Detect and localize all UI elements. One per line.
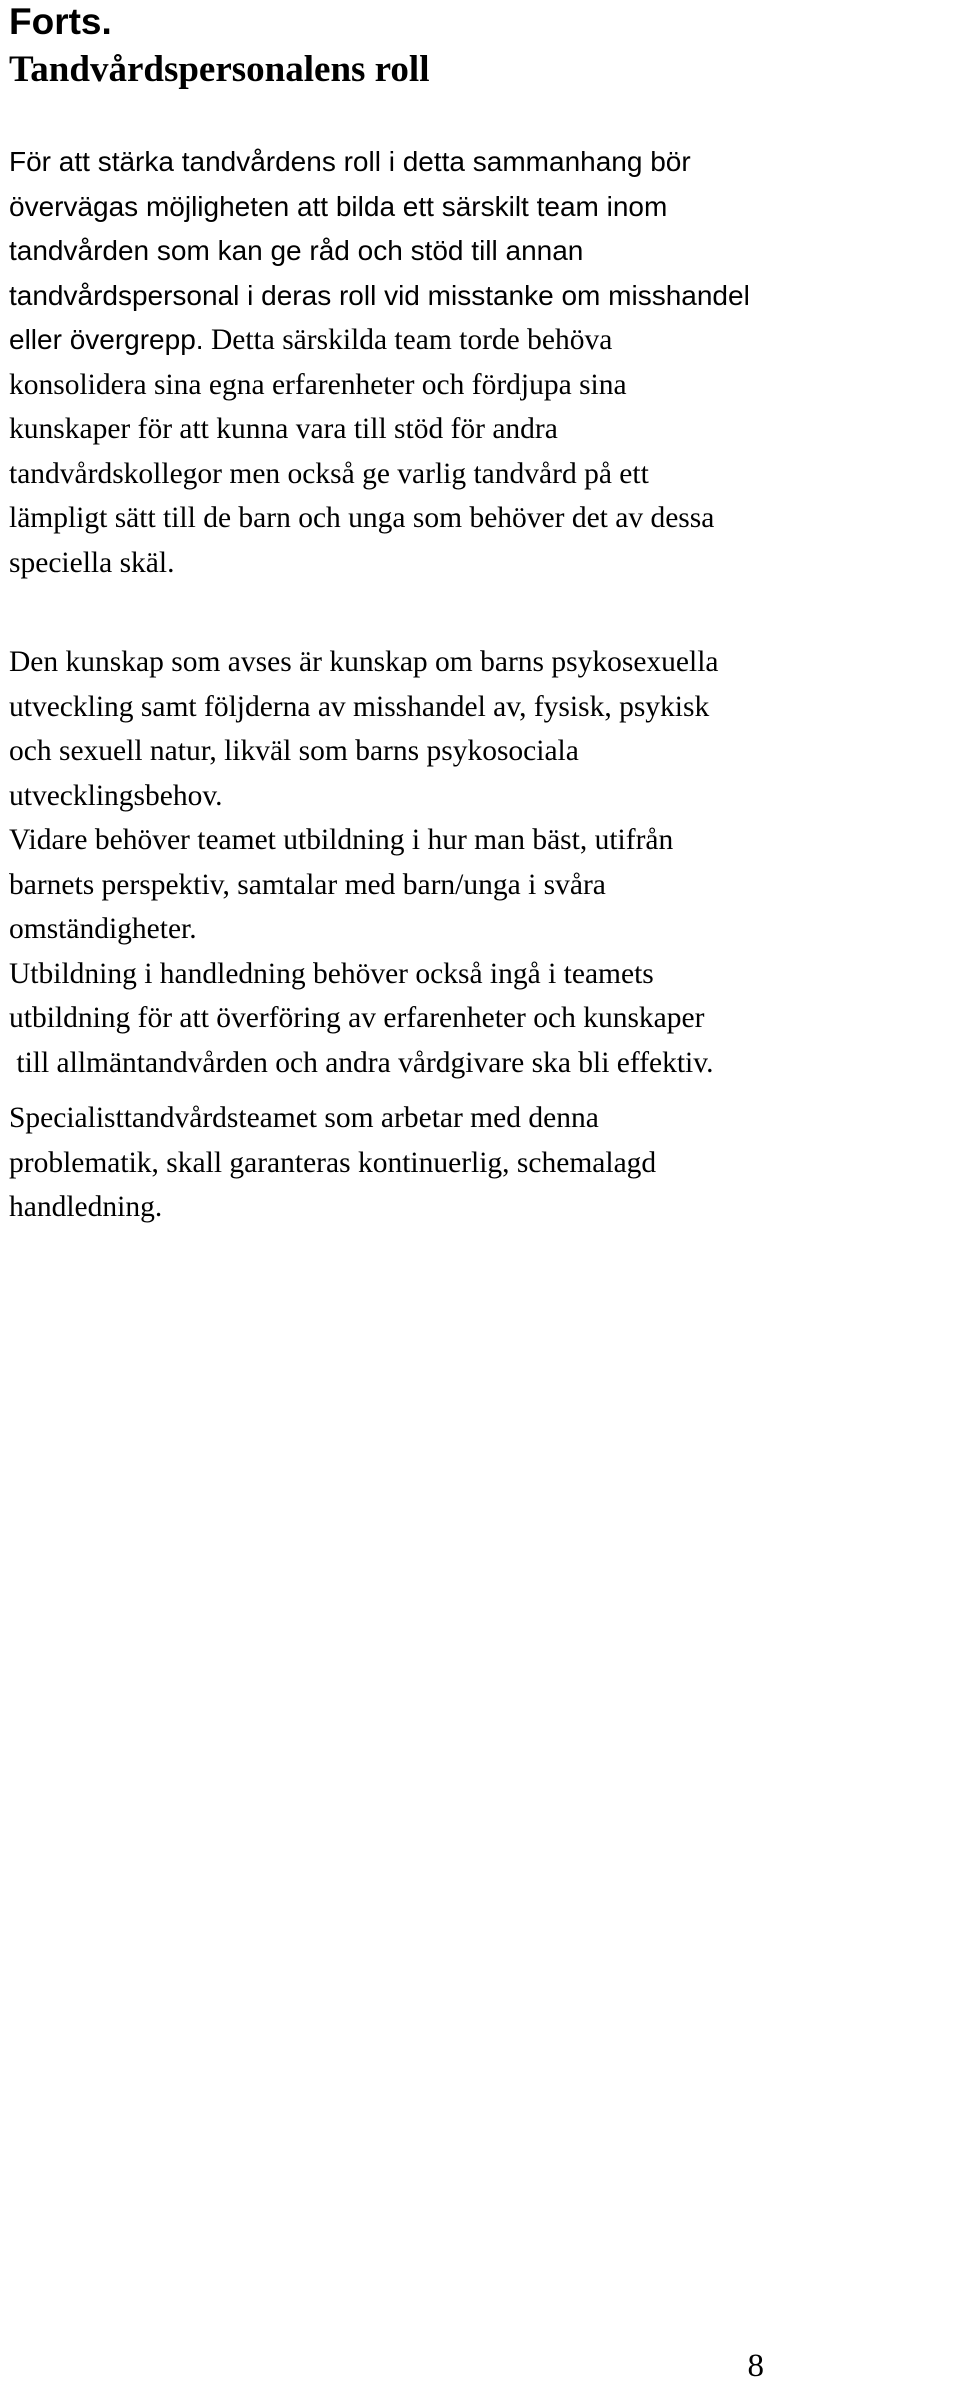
paragraph-line: övervägas möjligheten att bilda ett särskilt team inom (9, 190, 668, 222)
paragraph-line-mixed (9, 318, 954, 363)
paragraph-line: problematik, skall garanteras kontinuerlig, schemalagd (9, 1146, 657, 1179)
paragraph-line: tandvårdskollegor men också ge varlig tandvård på ett (9, 457, 649, 490)
paragraph-line: Den kunskap som avses är kunskap om barns psykosexuella (9, 646, 719, 678)
paragraph-line: Vidare behöver teamet utbildning i hur man bäst, utifrån (9, 824, 674, 856)
paragraph-line: till allmäntandvården och andra vårdgivare ska bli effektiv. (9, 1046, 714, 1079)
paragraph-line: och sexuell natur, likväl som barns psykosociala (9, 735, 579, 767)
paragraph-line: Utbildning i handledning behöver också ingå i teamets (9, 957, 654, 990)
paragraph-supervision (9, 1096, 954, 1230)
continuation-label: Forts. (9, 1, 112, 42)
paragraph-line: speciella skäl. (9, 546, 175, 579)
paragraph-line: För att stärka tandvårdens roll i detta sammanhang bör (9, 146, 691, 177)
paragraph-line: lämpligt sätt till de barn och unga som behöver det av dessa (9, 502, 715, 534)
paragraph-line-segment: eller övergrepp. (9, 324, 204, 355)
paragraph-line: utvecklingsbehov. (9, 779, 223, 812)
section-title: Tandvårdspersonalens roll (9, 49, 430, 90)
paragraph-line: tandvården som kan ge råd och stöd till annan (9, 235, 584, 266)
paragraph-line: handledning. (9, 1191, 163, 1223)
paragraph-line: Specialisttandvårdsteamet som arbetar med denna (9, 1102, 599, 1134)
paragraph-line: tandvårdspersonal i deras roll vid misstanke om misshandel (9, 279, 750, 311)
paragraph-line-segment: Detta särskilda team torde behöva (203, 324, 613, 356)
paragraph-team-proposal (9, 140, 954, 585)
paragraph-line: omständigheter. (9, 913, 197, 945)
paragraph-line: kunskaper för att kunna vara till stöd för andra (9, 413, 558, 445)
page-number: 8 (747, 2348, 764, 2384)
paragraph-line: utbildning för att överföring av erfarenheter och kunskaper (9, 1002, 705, 1034)
paragraph-line: utveckling samt följderna av misshandel av, fysisk, psykisk (9, 690, 710, 723)
paragraph-line: konsolidera sina egna erfarenheter och fördjupa sina (9, 368, 627, 401)
paragraph-line: barnets perspektiv, samtalar med barn/unga i svåra (9, 868, 606, 901)
paragraph-knowledge (9, 640, 954, 1085)
